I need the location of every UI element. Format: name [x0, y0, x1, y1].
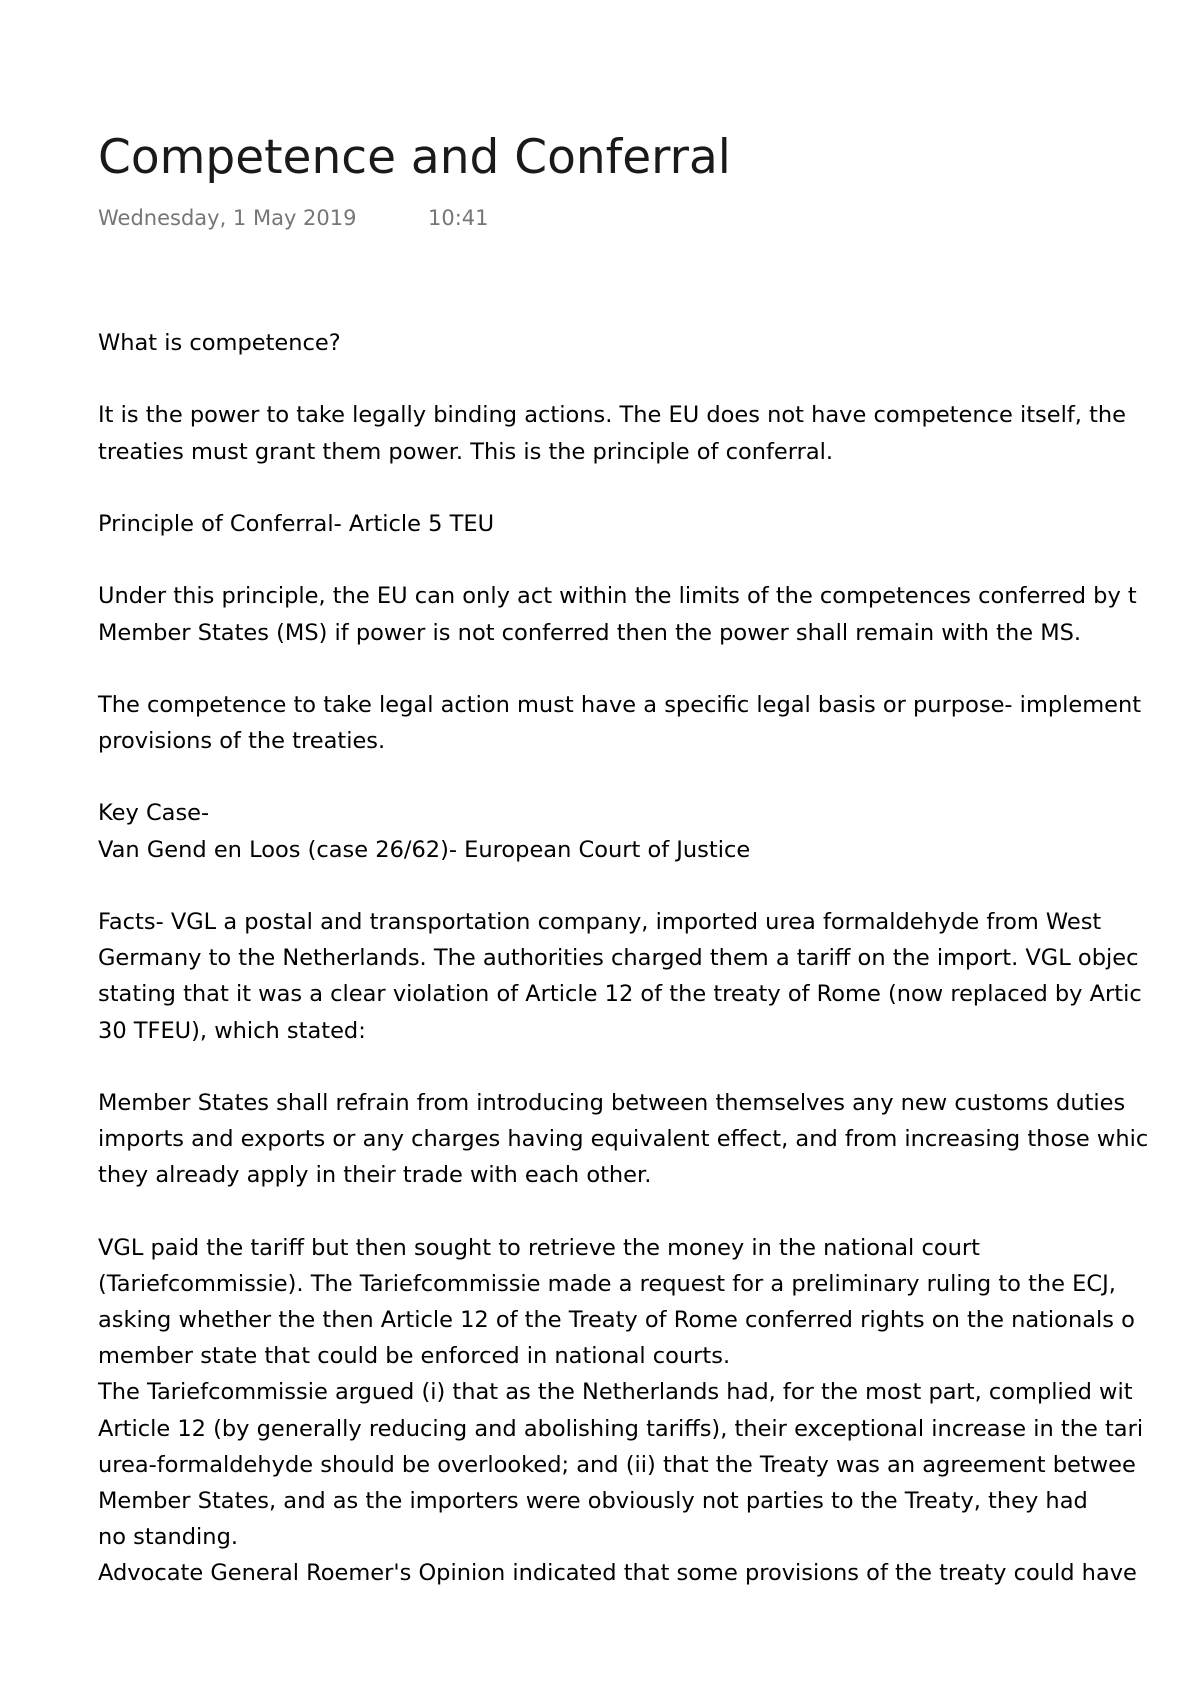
- section-heading: Principle of Conferral- Article 5 TEU: [98, 510, 495, 537]
- paragraph-line: stating that it was a clear violation of Article 12 of the treaty of Rome (now replaced by Artic: [98, 981, 1142, 1008]
- note-timestamp: [98, 206, 489, 230]
- paragraph-line: VGL paid the tariff but then sought to retrieve the money in the national court: [98, 1234, 980, 1261]
- case-name: Van Gend en Loos (case 26/62)- European Court of Justice: [98, 836, 751, 863]
- paragraph-line: Advocate General Roemer's Opinion indicated that some provisions of the treaty could have: [98, 1560, 1137, 1587]
- paragraph-line: member state that could be enforced in national courts.: [98, 1343, 731, 1370]
- blank-line: [98, 868, 1200, 904]
- blank-line: [98, 759, 1200, 795]
- paragraph-line: Facts- VGL a postal and transportation company, imported urea formaldehyde from West: [98, 909, 1102, 935]
- paragraph-line: Germany to the Netherlands. The authorities charged them a tariff on the import. VGL objec: [98, 945, 1139, 972]
- paragraph-line: urea-formaldehyde should be overlooked; and (ii) that the Treaty was an agreement betwee: [98, 1451, 1136, 1478]
- paragraph-line: 30 TFEU), which stated:: [98, 1017, 366, 1044]
- note-date: Wednesday, 1 May 2019: [98, 206, 357, 230]
- blank-line: [98, 1194, 1200, 1230]
- blank-line: [98, 361, 1200, 397]
- paragraph-line: provisions of the treaties.: [98, 728, 386, 755]
- note-body: [98, 325, 1200, 1592]
- paragraph-line: no standing.: [98, 1524, 238, 1551]
- key-case-label: Key Case-: [98, 800, 210, 827]
- paragraph-line: The Tariefcommissie argued (i) that as the Netherlands had, for the most part, complied wit: [98, 1379, 1133, 1406]
- note-time: 10:41: [428, 206, 489, 230]
- paragraph-line: Under this principle, the EU can only act within the limits of the competences conferred by t: [98, 583, 1137, 610]
- blank-line: [98, 651, 1200, 687]
- paragraph-line: The competence to take legal action must have a specific legal basis or purpose- implement: [98, 691, 1142, 718]
- question-line: What is competence?: [98, 330, 341, 356]
- paragraph-line: asking whether the then Article 12 of the Treaty of Rome conferred rights on the nationals o: [98, 1307, 1135, 1334]
- paragraph-line: Article 12 (by generally reducing and abolishing tariffs), their exceptional increase in the tari: [98, 1415, 1144, 1442]
- blank-line: [98, 470, 1200, 506]
- page-title: Competence and Conferral: [98, 130, 731, 185]
- blank-line: [98, 1049, 1200, 1085]
- paragraph-line: Member States (MS) if power is not conferred then the power shall remain with the MS.: [98, 619, 1082, 646]
- quote-line: they already apply in their trade with each other.: [98, 1162, 652, 1189]
- quote-line: imports and exports or any charges having equivalent effect, and from increasing those whic: [98, 1126, 1149, 1153]
- quote-line: Member States shall refrain from introducing between themselves any new customs duties: [98, 1089, 1126, 1116]
- paragraph-line: treaties must grant them power. This is the principle of conferral.: [98, 438, 834, 465]
- paragraph-line: Member States, and as the importers were obviously not parties to the Treaty, they had: [98, 1488, 1088, 1514]
- paragraph-line: It is the power to take legally binding actions. The EU does not have competence itself, the: [98, 402, 1126, 429]
- paragraph-line: (Tariefcommissie). The Tariefcommissie made a request for a preliminary ruling to the ECJ,: [98, 1270, 1116, 1297]
- blank-line: [98, 542, 1200, 578]
